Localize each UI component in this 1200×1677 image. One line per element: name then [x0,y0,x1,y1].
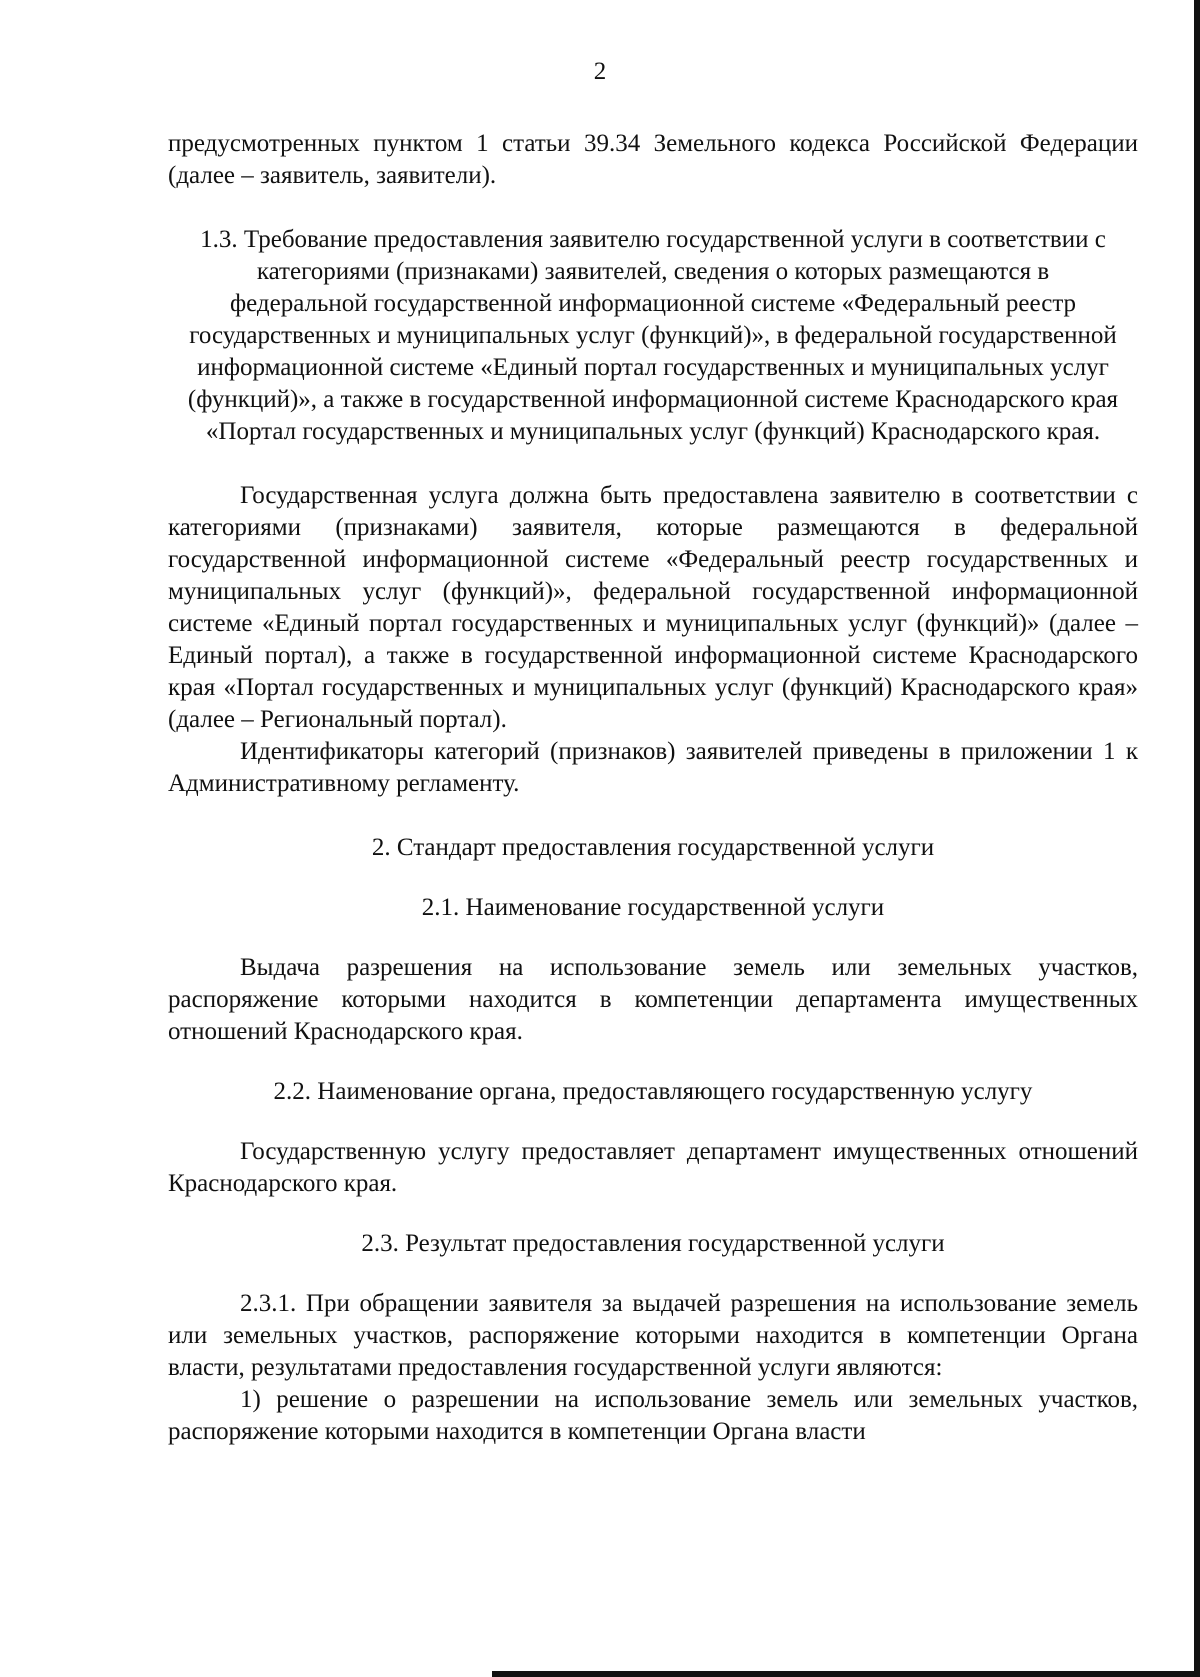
section-heading-2: 2. Стандарт предоставления государственной услуги [371,834,935,861]
paragraph-continuation: предусмотренных пунктом 1 статьи 39.34 Земельного кодекса Российской Федерации (далее – заявитель, заявители). [168,130,1138,189]
paragraph-2-3-1: 2.3.1. При обращении заявителя за выдачей разрешения на использование земель или земельных участков, распоряжение которыми находится в компетенции Органа власти, результатами предоставления государственной услуги являются: [168,1290,1138,1381]
document-body [168,128,1138,1448]
paragraph-service-categories: Государственная услуга должна быть предоставлена заявителю в соответствии с категориями (признаками) заявителя, которые размещаются в федеральной государственной информационной системе «Федеральный реестр государственных и муниципальных услуг (функций)», федеральной государственной информационной системе «Единый портал государственных и муниципальных услуг (функций)» (далее – Единый портал), а также в государственной информационной системе Краснодарского края «Портал государственных и муниципальных услуг (функций) Краснодарского края» (далее – Региональный портал). [168,482,1138,733]
paragraph-identifiers: Идентификаторы категорий (признаков) заявителей приведены в приложении 1 к Административному регламенту. [168,738,1138,797]
section-heading-2-1: 2.1. Наименование государственной услуги [421,894,885,921]
section-heading-2-2: 2.2. Наименование органа, предоставляющего государственную услугу [273,1078,1033,1105]
section-heading-2-3: 2.3. Результат предоставления государственной услуги [361,1230,945,1257]
paragraph-service-provider: Государственную услугу предоставляет департамент имущественных отношений Краснодарского края. [168,1138,1138,1197]
page-number: 2 [593,58,607,85]
scan-right-edge [1194,0,1200,1677]
paragraph-service-name: Выдача разрешения на использование земель или земельных участков, распоряжение которыми находится в компетенции департамента имущественных отношений Краснодарского края. [168,954,1138,1045]
paragraph-1-3: 1.3. Требование предоставления заявителю государственной услуги в соответствии с категориями (признаками) заявителей, сведения о которых размещаются в федеральной государственной информационной системе «Федеральный реестр государственных и муниципальных услуг (функций)», в федеральной государственной информационной системе «Единый портал государственных и муниципальных услуг (функций)», а также в государственной информационной системе Краснодарского края «Портал государственных и муниципальных услуг (функций) Краснодарского края. [187,226,1119,445]
scan-bottom-edge [492,1671,1200,1677]
paragraph-result-item-1: 1) решение о разрешении на использование земель или земельных участков, распоряжение которыми находится в компетенции Органа власти [168,1386,1138,1445]
